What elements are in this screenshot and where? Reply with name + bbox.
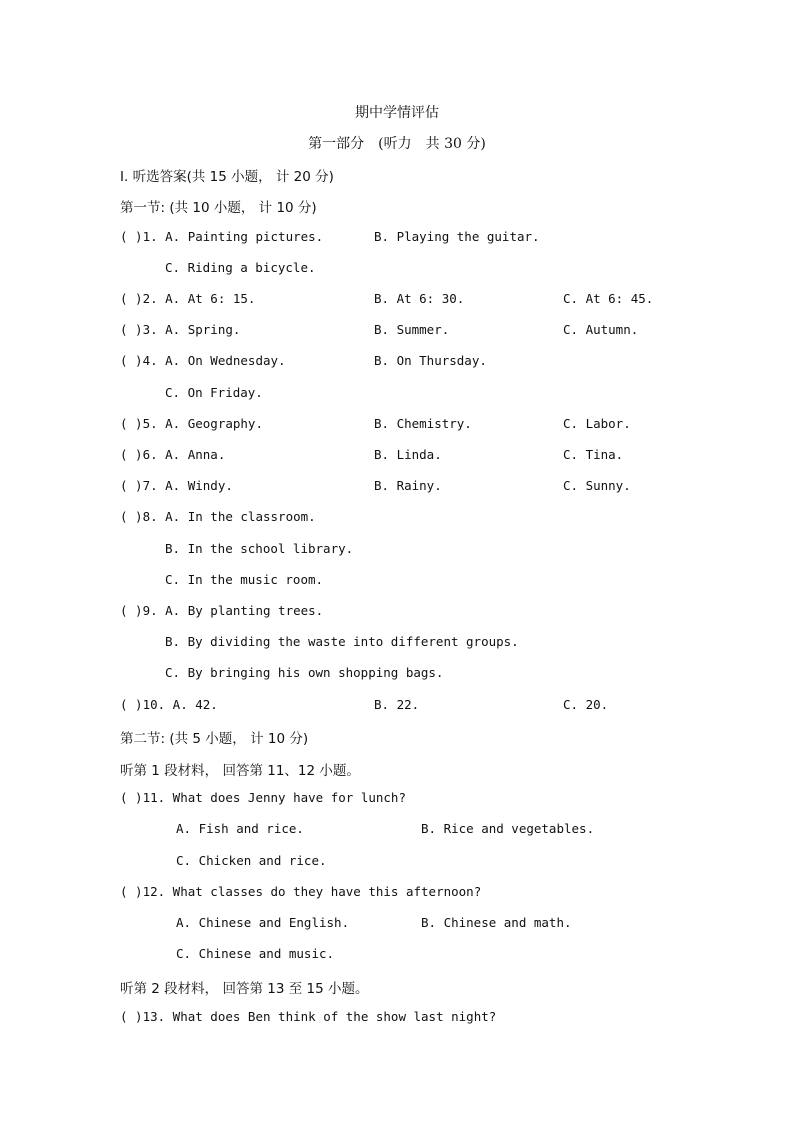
q11-option-a: A. Fish and rice. bbox=[176, 821, 304, 836]
q11-option-c: C. Chicken and rice. bbox=[176, 853, 327, 868]
page-title: 期中学情评估 bbox=[355, 105, 439, 121]
q10-option-c: C. 20. bbox=[563, 697, 609, 712]
q12-option-a: A. Chinese and English. bbox=[176, 915, 350, 930]
part2-heading: 第二节: (共 5 小题， 计 10 分) bbox=[120, 731, 309, 747]
q2-stem: ( )2. A. At 6: 15. bbox=[120, 291, 256, 306]
q3-option-b: B. Summer. bbox=[374, 322, 450, 337]
q7-stem: ( )7. A. Windy. bbox=[120, 478, 233, 493]
q10-stem: ( )10. A. 42. bbox=[120, 697, 218, 712]
q4-option-c: C. On Friday. bbox=[165, 385, 263, 400]
q10-option-b: B. 22. bbox=[374, 697, 420, 712]
q2-option-c: C. At 6: 45. bbox=[563, 291, 654, 306]
q4-stem: ( )4. A. On Wednesday. bbox=[120, 353, 286, 368]
q6-stem: ( )6. A. Anna. bbox=[120, 447, 226, 462]
q1-stem: ( )1. A. Painting pictures. bbox=[120, 229, 324, 244]
material-2-intro: 听第 2 段材料， 回答第 13 至 15 小题。 bbox=[120, 981, 369, 997]
q9-option-b: B. By dividing the waste into different groups. bbox=[165, 634, 519, 649]
q3-stem: ( )3. A. Spring. bbox=[120, 322, 241, 337]
q6-option-b: B. Linda. bbox=[374, 447, 442, 462]
part-subtitle: 第一部分 (听力 共 30 分) bbox=[308, 136, 486, 152]
q8-option-c: C. In the music room. bbox=[165, 572, 324, 587]
q11-stem: ( )11. What does Jenny have for lunch? bbox=[120, 790, 406, 805]
q12-option-b: B. Chinese and math. bbox=[421, 915, 572, 930]
material-1-intro: 听第 1 段材料， 回答第 11、12 小题。 bbox=[120, 763, 360, 779]
q1-option-c: C. Riding a bicycle. bbox=[165, 260, 316, 275]
q4-option-b: B. On Thursday. bbox=[374, 353, 487, 368]
q3-option-c: C. Autumn. bbox=[563, 322, 639, 337]
q2-option-b: B. At 6: 30. bbox=[374, 291, 465, 306]
q6-option-c: C. Tina. bbox=[563, 447, 624, 462]
q5-stem: ( )5. A. Geography. bbox=[120, 416, 263, 431]
part1-heading: 第一节: (共 10 小题， 计 10 分) bbox=[120, 200, 317, 216]
q8-option-b: B. In the school library. bbox=[165, 541, 354, 556]
q7-option-b: B. Rainy. bbox=[374, 478, 442, 493]
q8-stem: ( )8. A. In the classroom. bbox=[120, 509, 316, 524]
q5-option-c: C. Labor. bbox=[563, 416, 631, 431]
q1-option-b: B. Playing the guitar. bbox=[374, 229, 540, 244]
q12-option-c: C. Chinese and music. bbox=[176, 946, 335, 961]
section-heading: Ⅰ. 听选答案(共 15 小题， 计 20 分) bbox=[120, 169, 334, 185]
q5-option-b: B. Chemistry. bbox=[374, 416, 472, 431]
q9-option-c: C. By bringing his own shopping bags. bbox=[165, 665, 444, 680]
q11-option-b: B. Rice and vegetables. bbox=[421, 821, 595, 836]
q12-stem: ( )12. What classes do they have this afternoon? bbox=[120, 884, 482, 899]
q13-stem: ( )13. What does Ben think of the show last night? bbox=[120, 1009, 497, 1024]
q7-option-c: C. Sunny. bbox=[563, 478, 631, 493]
q9-stem: ( )9. A. By planting trees. bbox=[120, 603, 324, 618]
